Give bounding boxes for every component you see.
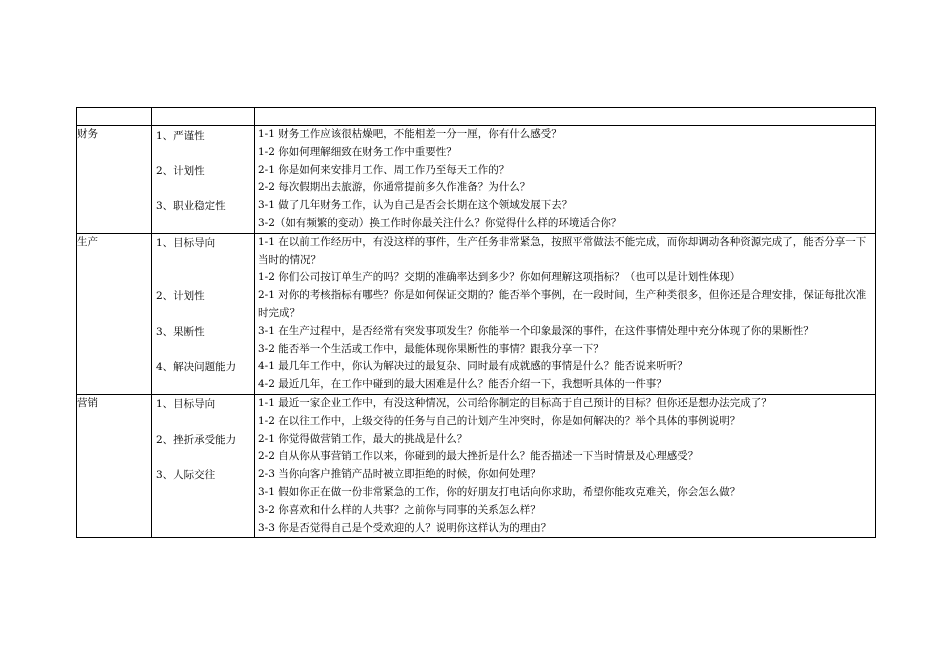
- competency-label: 2、计划性: [156, 164, 205, 177]
- competency-cell: [152, 233, 255, 394]
- question-text: 3-2 能否举一个生活或工作中，最能体现你果断性的事情？跟我分享一下？: [258, 342, 604, 355]
- competency-label: 2、挫折承受能力: [156, 433, 237, 446]
- question-text: 3-1 假如你正在做一份非常紧急的工作，你的好朋友打电话向你求助，希望你能攻克难关，你会怎么做？: [258, 485, 741, 498]
- header-cell-question: [255, 108, 876, 126]
- competency-label: 3、人际交往: [156, 469, 216, 482]
- table-row: [77, 126, 876, 234]
- table-row: [77, 394, 876, 537]
- table-header-row: [77, 108, 876, 126]
- department-cell: 营销: [77, 394, 152, 537]
- question-text: 3-1 做了几年财务工作，认为自己是否会长期在这个领域发展下去？: [258, 199, 573, 212]
- header-cell-department: [77, 108, 152, 126]
- competency-label: 3、职业稳定性: [156, 200, 226, 213]
- department-cell: 生产: [77, 233, 152, 394]
- question-text: 4-1 最几年工作中，你认为解决过的最复杂、同时最有成就感的事情是什么？能否说来听听？: [258, 360, 688, 373]
- competency-cell: [152, 394, 255, 537]
- competency-label: 1、目标导向: [156, 237, 216, 250]
- question-text: 1-1 最近一家企业工作中，有没这种情况，公司给你制定的目标高于自己预计的目标？但你还是想办法完成了？: [258, 396, 772, 409]
- competency-label: 1、目标导向: [156, 398, 216, 411]
- question-text: 1-2 你们公司按订单生产的吗？交期的准确率达到多少？你如何理解这项指标？（也可以是计划性体现）: [258, 271, 741, 284]
- competency-label: 1、严谨性: [156, 129, 205, 142]
- question-text: 3-2 你喜欢和什么样的人共事？之前你与同事的关系怎么样？: [258, 503, 541, 516]
- interview-question-table: [76, 107, 876, 538]
- question-text: 2-3 当你向客户推销产品时被立即拒绝的时候，你如何处理？: [258, 468, 541, 481]
- questions-cell: [255, 126, 876, 234]
- question-text: 1-2 在以往工作中，上级交待的任务与自己的计划产生冲突时，你是如何解决的？举个具体的事例说明？: [258, 414, 741, 427]
- question-text: 2-2 自从你从事营销工作以来，你碰到的最大挫折是什么？能否描述一下当时情景及心理感受？: [258, 450, 699, 463]
- department-cell: 财务: [77, 126, 152, 234]
- question-text: 1-1 在以前工作经历中，有没这样的事件，生产任务非常紧急，按照平常做法不能完成，而你却调动各种资源完成了，能否分享一下当时的情况？: [258, 235, 867, 266]
- question-text: 3-1 在生产过程中，是否经常有突发事项发生？你能举一个印象最深的事件，在这件事情处理中充分体现了你的果断性？: [258, 324, 814, 337]
- question-text: 1-1 财务工作应该很枯燥吧，不能相差一分一厘，你有什么感受？: [258, 128, 562, 140]
- questions-cell: [255, 394, 876, 537]
- competency-cell: [152, 126, 255, 234]
- competency-label: 3、果断性: [156, 325, 205, 338]
- question-text: 3-3 你是否觉得自己是个受欢迎的人？说明你这样认为的理由？: [258, 521, 552, 534]
- table-row: [77, 233, 876, 394]
- question-text: 1-2 你如何理解细致在财务工作中重要性？: [258, 145, 457, 158]
- competency-label: 2、计划性: [156, 290, 205, 303]
- question-text: 2-2 每次假期出去旅游，你通常提前多久作准备？为什么？: [258, 181, 531, 194]
- header-cell-competency: [152, 108, 255, 126]
- table-body: [77, 108, 876, 538]
- question-text: 3-2（如有频繁的变动）换工作时你最关注什么？你觉得什么样的环境适合你？: [258, 216, 622, 229]
- competency-label: 4、解决问题能力: [156, 361, 237, 374]
- question-text: 2-1 你觉得做营销工作，最大的挑战是什么？: [258, 432, 468, 445]
- question-text: 4-2 最近几年，在工作中碰到的最大困难是什么？能否介绍一下，我想听具体的一件事？: [258, 378, 667, 391]
- question-text: 2-1 你是如何来安排月工作、周工作乃至每天工作的？: [258, 163, 510, 176]
- question-text: 2-1 对你的考核指标有哪些？你是如何保证交期的？能否举个事例，在一段时间，生产种类很多，但你还是合理安排，保证每批次准时完成？: [258, 289, 867, 319]
- questions-cell: [255, 233, 876, 394]
